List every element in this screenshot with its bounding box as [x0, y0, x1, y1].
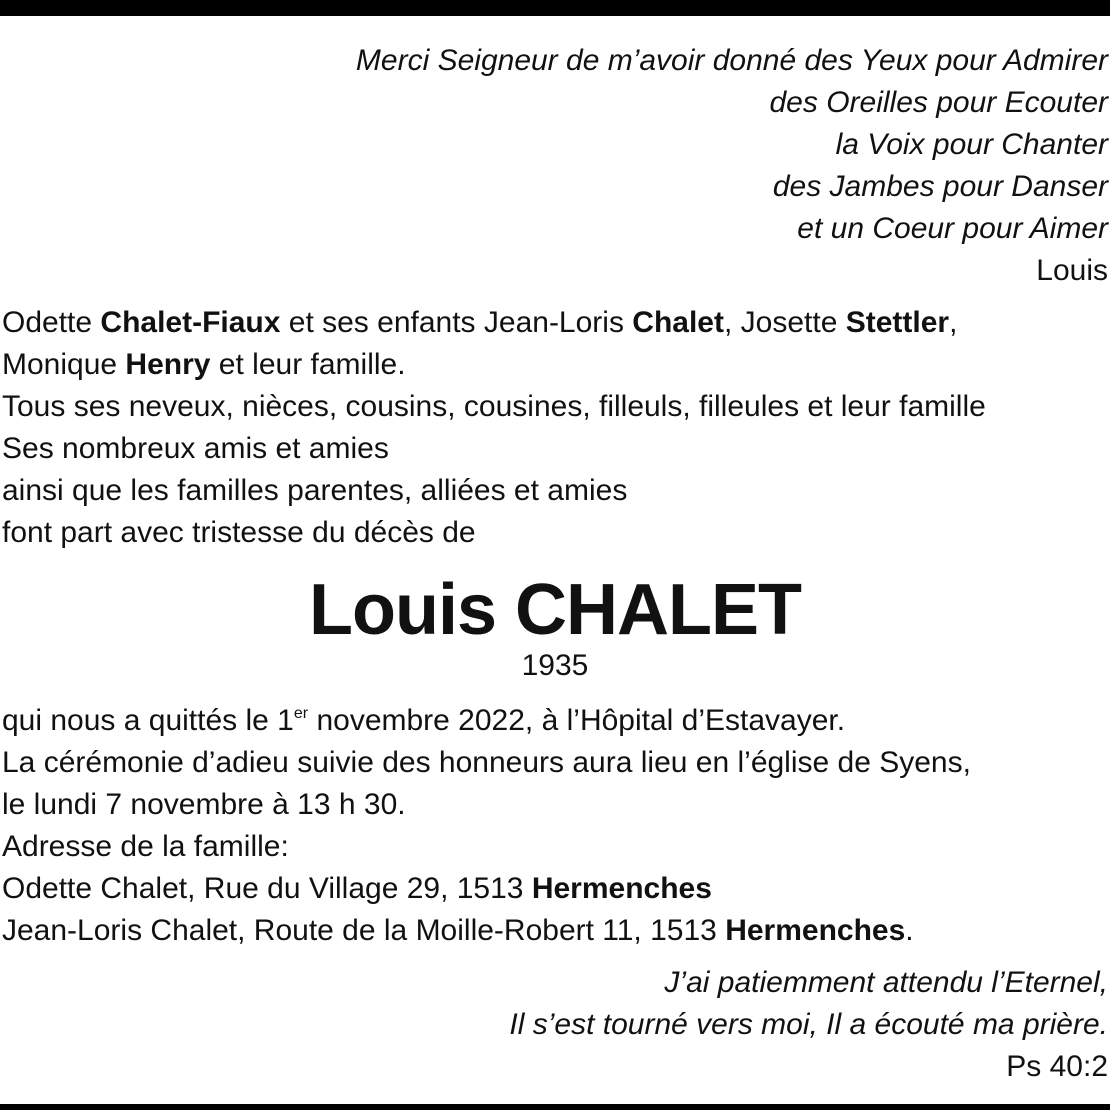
text: Jean-Loris Chalet, Route de la Moille-Robert 11, 1513 — [2, 914, 726, 947]
text: Odette — [2, 306, 101, 339]
opening-poem — [108, 40, 1108, 292]
text: Odette Chalet, Rue du Village 29, 1513 — [2, 872, 532, 905]
family-name: Henry — [125, 348, 211, 381]
family-name: Chalet — [632, 306, 724, 339]
family-line-4: Ses nombreux amis et amies — [2, 432, 389, 465]
locality: Hermenches — [725, 914, 906, 947]
verse-line: J’ai patiemment attendu l’Eternel, — [664, 966, 1108, 999]
birth-year: 1935 — [521, 649, 589, 682]
details-line-4: Adresse de la famille: — [2, 830, 289, 863]
closing-verse — [208, 962, 1108, 1088]
family-line-5: ainsi que les familles parentes, alliées et amies — [2, 474, 628, 507]
family-line-3: Tous ses neveux, nièces, cousins, cousines, filleuls, filleules et leur famille — [2, 390, 986, 423]
text: . — [905, 914, 914, 947]
address-line-2 — [2, 910, 1108, 952]
poem-line: des Jambes pour Danser — [772, 170, 1108, 203]
poem-line: des Oreilles pour Ecouter — [769, 86, 1108, 119]
poem-line: la Voix pour Chanter — [835, 128, 1108, 161]
family-name: Stettler — [845, 306, 950, 339]
details-line-2: La cérémonie d’adieu suivie des honneurs aura lieu en l’église de Syens, — [2, 746, 971, 779]
deceased-name: Louis CHALET — [309, 570, 801, 650]
bottom-border-rule — [0, 1104, 1110, 1110]
text: , Josette — [723, 306, 846, 339]
top-border-rule — [0, 0, 1110, 16]
family-line-2 — [2, 344, 1108, 386]
poem-signature: Louis — [1036, 254, 1108, 287]
locality: Hermenches — [531, 872, 712, 905]
text: novembre 2022, à l’Hôpital d’Estavayer. — [308, 704, 846, 737]
text: qui nous a quittés le 1 — [2, 704, 294, 737]
text: et leur famille. — [210, 348, 406, 381]
ceremony-details — [2, 700, 1108, 952]
details-line-3: le lundi 7 novembre à 13 h 30. — [2, 788, 406, 821]
text: , — [949, 306, 958, 339]
text: Monique — [2, 348, 126, 381]
family-announcement — [2, 302, 1108, 554]
text: et ses enfants Jean-Loris — [280, 306, 633, 339]
ordinal-suffix: er — [293, 705, 309, 722]
family-name: Chalet-Fiaux — [100, 306, 281, 339]
details-line-1 — [2, 700, 1108, 742]
poem-line: et un Coeur pour Aimer — [797, 212, 1108, 245]
address-line-1 — [2, 868, 1108, 910]
verse-reference: Ps 40:2 — [1006, 1050, 1108, 1083]
verse-line: Il s’est tourné vers moi, Il a écouté ma prière. — [509, 1008, 1108, 1041]
family-line-1 — [2, 302, 1108, 344]
poem-line: Merci Seigneur de m’avoir donné des Yeux pour Admirer — [355, 44, 1108, 77]
family-line-6: font part avec tristesse du décès de — [2, 516, 476, 549]
